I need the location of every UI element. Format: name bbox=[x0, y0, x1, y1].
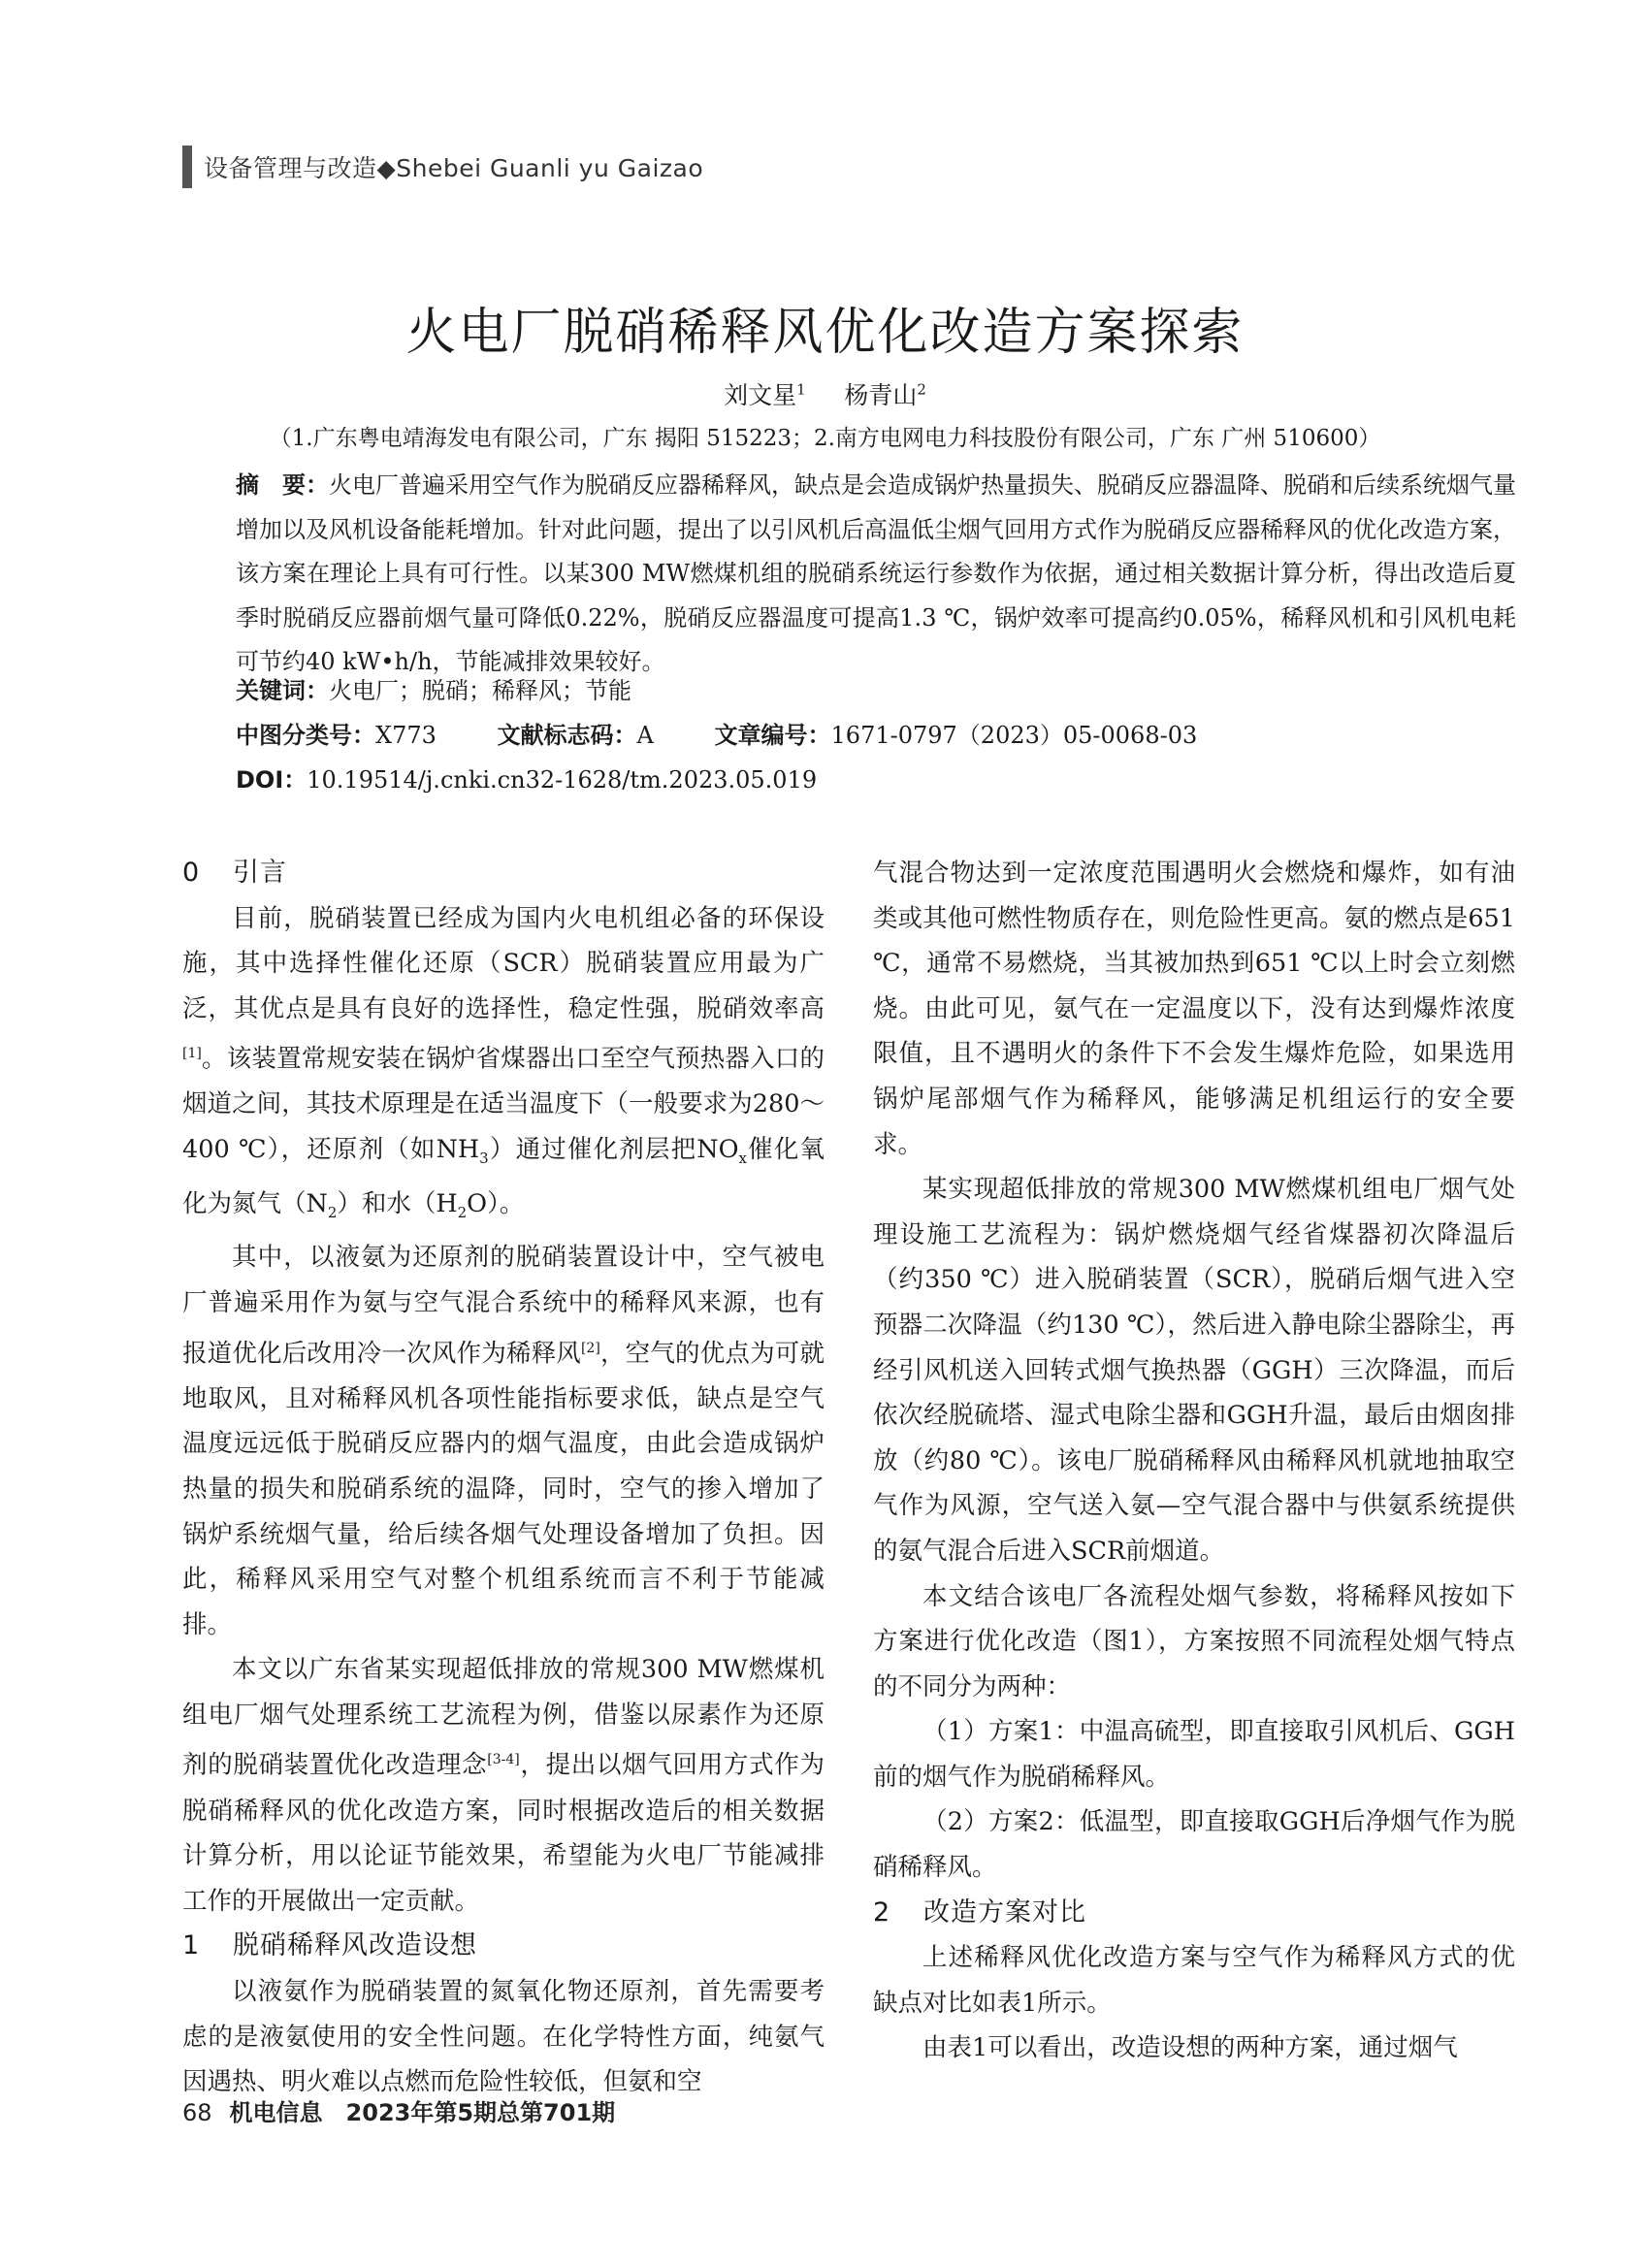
doi-value: 10.19514/j.cnki.cn32-1628/tm.2023.05.019 bbox=[307, 766, 818, 794]
paragraph bbox=[182, 1647, 825, 1924]
article-no-label: 文章编号： bbox=[714, 722, 831, 749]
left-column bbox=[182, 851, 825, 2105]
paragraph: 气混合物达到一定浓度范围遇明火会燃烧和爆炸，如有油类或其他可燃性物质存在，则危险性更高。氨的燃点是651 ℃，通常不易燃烧，当其被加热到651 ℃以上时会立刻燃烧。由此可见，氨气在一定温度以下，没有达到爆炸浓度限值，且不遇明火的条件下不会发生爆炸危险，如果选用锅炉尾部烟气作为稀释风，能够满足机组运行的安全要求。 bbox=[873, 859, 1515, 1159]
header-bar bbox=[182, 146, 192, 188]
list-item: （1）方案1：中温高硫型，即直接取引风机后、GGH前的烟气作为脱硝稀释风。 bbox=[873, 1717, 1515, 1792]
author-name: 刘文星 bbox=[724, 381, 797, 409]
section-heading bbox=[182, 851, 825, 896]
doi-line bbox=[236, 761, 817, 794]
affiliation: （1.广东粤电靖海发电有限公司，广东 揭阳 515223；2.南方电网电力科技股份有限公司，广东 广州 510600） bbox=[269, 426, 1381, 451]
text-run: 催化氧化为氮气（N bbox=[182, 1135, 825, 1218]
citation: [3-4] bbox=[487, 1752, 520, 1768]
citation: [1] bbox=[182, 1046, 202, 1062]
text-run: 。该装置常规安装在锅炉省煤器出口至空气预热器入口的烟道之间，其技术原理是在适当温度下（一般要求为280～400 ℃），还原剂（如NH bbox=[182, 1044, 825, 1165]
keywords-label: 关键词： bbox=[236, 677, 329, 704]
section-title: 引言 bbox=[233, 858, 287, 888]
subscript: 2 bbox=[327, 1203, 338, 1221]
abstract-text: 火电厂普遍采用空气作为脱硝反应器稀释风，缺点是会造成锅炉热量损失、脱硝反应器温降、脱硝和后续系统烟气量增加以及风机设备能耗增加。针对此问题，提出了以引风机后高温低尘烟气回用方式作为脱硝反应器稀释风的优化改造方案，该方案在理论上具有可行性。以某300 MW燃煤机组的脱硝系统运行参数作为依据，通过相关数据计算分析，得出改造后夏季时脱硝反应器前烟气量可降低0.22%，脱硝反应器温度可提高1.3 ℃，锅炉效率可提高约0.05%，稀释风机和引风机电耗可节约40 kW•h/h，节能减排效果较好。 bbox=[236, 471, 1516, 675]
clc-value: X773 bbox=[375, 722, 437, 749]
keywords bbox=[236, 671, 631, 705]
subscript: 2 bbox=[457, 1203, 468, 1221]
section-number: 1 bbox=[182, 1930, 201, 1961]
text-run: ）通过催化剂层把NO bbox=[488, 1135, 739, 1165]
running-header bbox=[182, 146, 703, 188]
page-footer bbox=[182, 2093, 615, 2127]
abstract bbox=[236, 464, 1516, 685]
clc-label: 中图分类号： bbox=[236, 722, 375, 749]
doi-label: DOI： bbox=[236, 766, 307, 794]
section-number: 2 bbox=[873, 1896, 891, 1928]
section-title: 脱硝稀释风改造设想 bbox=[233, 1930, 477, 1961]
paragraph: 某实现超低排放的常规300 MW燃煤机组电厂烟气处理设施工艺流程为：锅炉燃烧烟气经省煤器初次降温后（约350 ℃）进入脱硝装置（SCR），脱硝后烟气进入空预器二次降温（约130 ℃），然后进入静电除尘器除尘，再经引风机送入回转式烟气换热器（GGH）三次降温，而后依次经脱硫塔、湿式电除尘器和GGH升温，最后由烟囱排放（约80 ℃）。该电厂脱硝稀释风由稀释风机就地抽取空气作为风源，空气送入氨—空气混合器中与供氨系统提供的氨气混合后进入SCR前烟道。 bbox=[873, 1175, 1515, 1566]
text-run: O）。 bbox=[467, 1188, 525, 1218]
text-run: ）和水（H bbox=[337, 1188, 458, 1218]
subscript: 3 bbox=[479, 1150, 489, 1168]
list-item: （2）方案2：低温型，即直接取GGH后净烟气作为脱硝稀释风。 bbox=[873, 1807, 1515, 1883]
text-run: 目前，脱硝装置已经成为国内火电机组必备的环保设施，其中选择性催化还原（SCR）脱硝装置应用最为广泛，其优点是具有良好的选择性，稳定性强，脱硝效率高 bbox=[182, 903, 825, 1023]
article-no-value: 1671-0797（2023）05-0068-03 bbox=[830, 722, 1198, 749]
paragraph: 以液氨作为脱硝装置的氮氧化物还原剂，首先需要考虑的是液氨使用的安全性问题。在化学特性方面，纯氨气因遇热、明火难以点燃而危险性较低，但氨和空 bbox=[182, 1976, 825, 2097]
citation: [2] bbox=[580, 1340, 600, 1356]
paragraph bbox=[182, 1235, 825, 1647]
paragraph: 由表1可以看出，改造设想的两种方案，通过烟气 bbox=[922, 2033, 1458, 2063]
author-sup: 1 bbox=[796, 380, 806, 399]
abstract-label: 摘 要： bbox=[236, 471, 329, 499]
page-number: 68 bbox=[182, 2099, 212, 2126]
paragraph: 上述稀释风优化改造方案与空气作为稀释风方式的优缺点对比如表1所示。 bbox=[873, 1943, 1515, 2018]
keywords-text: 火电厂；脱硝；稀释风；节能 bbox=[329, 677, 631, 704]
text-run: 本文以广东省某实现超低排放的常规300 MW燃煤机组电厂烟气处理系统工艺流程为例，借鉴以尿素作为还原剂的脱硝装置优化改造理念 bbox=[182, 1655, 825, 1780]
section-heading bbox=[182, 1924, 825, 1969]
paragraph: 本文结合该电厂各流程处烟气参数，将稀释风按如下方案进行优化改造（图1），方案按照不同流程处烟气特点的不同分为两种： bbox=[873, 1581, 1515, 1701]
section-number: 0 bbox=[182, 858, 201, 888]
paper-title: 火电厂脱硝稀释风优化改造方案探索 bbox=[405, 304, 1245, 362]
paragraph bbox=[182, 896, 825, 1236]
authors bbox=[0, 376, 1650, 411]
classification-line bbox=[236, 716, 1250, 750]
author-name: 杨青山 bbox=[844, 381, 918, 409]
header-text: 设备管理与改造◆Shebei Guanli yu Gaizao bbox=[204, 154, 704, 182]
right-column bbox=[873, 851, 1515, 2071]
section-heading bbox=[873, 1891, 1515, 1936]
text-run: 其中，以液氨为还原剂的脱硝装置设计中，空气被电厂普遍采用作为氨与空气混合系统中的稀释风来源，也有报道优化后改用冷一次风作为稀释风 bbox=[182, 1243, 825, 1369]
doc-code-value: A bbox=[636, 722, 654, 749]
text-run: ，空气的优点为可就地取风，且对稀释风机各项性能指标要求低，缺点是空气温度远远低于脱硝反应器内的烟气温度，由此会造成锅炉热量的损失和脱硝系统的温降，同时，空气的掺入增加了锅炉系统烟气量，给后续各烟气处理设备增加了负担。因此，稀释风采用空气对整个机组系统而言不利于节能减排。 bbox=[182, 1339, 825, 1639]
author-sup: 2 bbox=[917, 380, 926, 399]
text-run: ，提出以烟气回用方式作为脱硝稀释风的优化改造方案，同时根据改造后的相关数据计算分析，用以论证节能效果，希望能为火电厂节能减排工作的开展做出一定贡献。 bbox=[182, 1750, 825, 1916]
doc-code-label: 文献标志码： bbox=[497, 722, 637, 749]
subscript: x bbox=[738, 1150, 747, 1168]
journal-issue: 机电信息 2023年第5期总第701期 bbox=[229, 2099, 616, 2126]
section-title: 改造方案对比 bbox=[923, 1896, 1086, 1928]
